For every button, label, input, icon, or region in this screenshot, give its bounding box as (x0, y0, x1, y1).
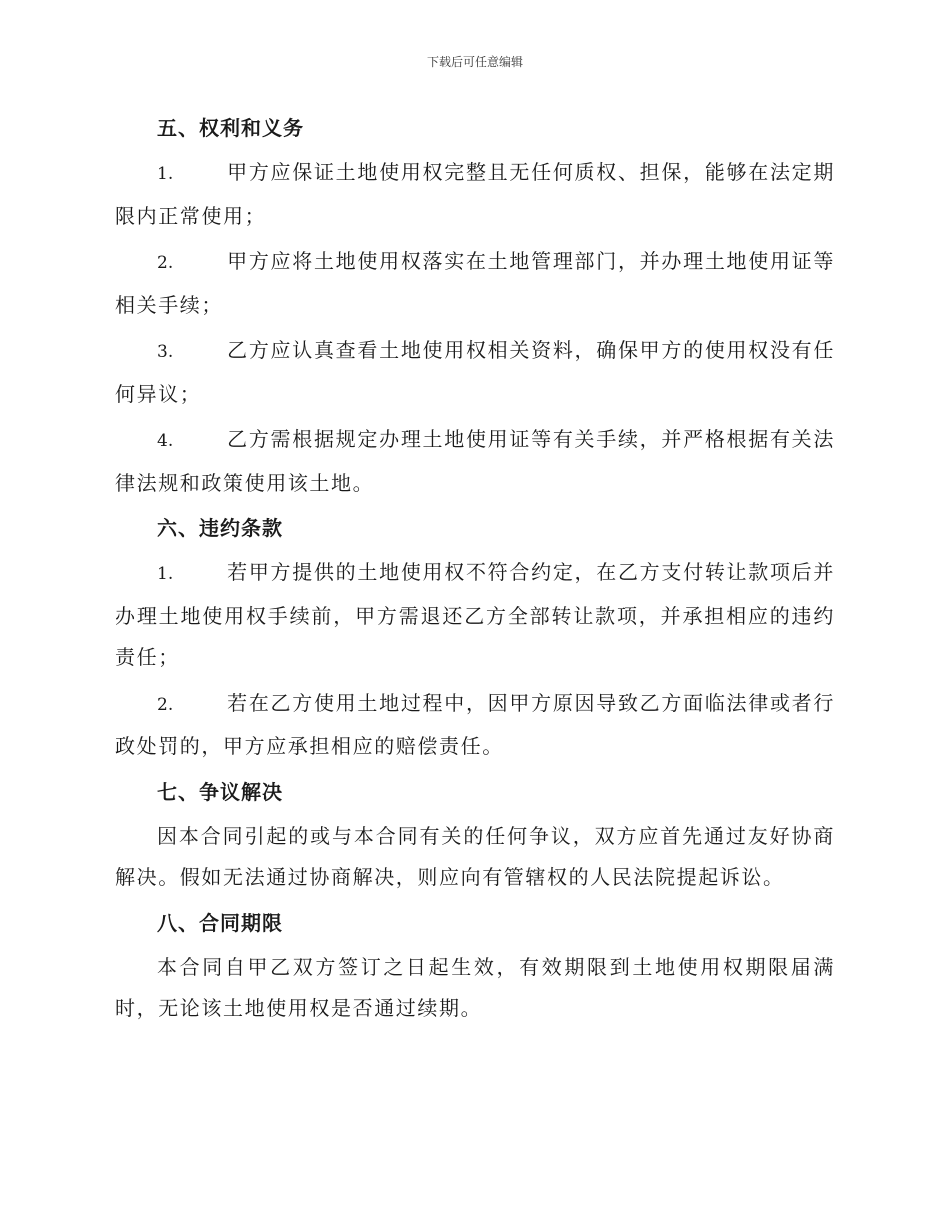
section-heading-rights: 五、权利和义务 (157, 116, 304, 140)
item-text: 若在乙方使用土地过程中，因甲方原因导致乙方面临法律或者行政处罚的，甲方应承担相应的赔偿责任。 (115, 690, 835, 758)
section-heading-breach: 六、违约条款 (157, 516, 283, 540)
item-text: 甲方应保证土地使用权完整且无任何质权、担保，能够在法定期限内正常使用； (115, 160, 835, 228)
item-number: 1. (157, 564, 174, 584)
item-number: 4. (157, 431, 174, 451)
section-paragraph-dispute: 因本合同引起的或与本合同有关的任何争议，双方应首先通过友好协商解决。假如无法通过协商解决，则应向有管辖权的人民法院提起诉讼。 (115, 823, 835, 889)
page-header: 下载后可任意编辑 (426, 55, 523, 69)
item-text: 甲方应将土地使用权落实在土地管理部门，并办理土地使用证等相关手续； (115, 249, 835, 317)
item-number: 2. (157, 694, 174, 715)
list-item (115, 152, 835, 237)
item-number: 1. (157, 164, 174, 184)
list-item (115, 552, 835, 679)
item-number: 3. (157, 342, 174, 362)
item-number: 2. (157, 253, 174, 273)
document-body (115, 108, 835, 1034)
list-item (115, 419, 835, 504)
list-item (115, 683, 835, 768)
list-item (115, 330, 835, 415)
item-text: 乙方需根据规定办理土地使用证等有关手续，并严格根据有关法律法规和政策使用该土地。 (115, 427, 835, 495)
section-heading-dispute: 七、争议解决 (157, 779, 283, 804)
item-text: 若甲方提供的土地使用权不符合约定，在乙方支付转让款项后并办理土地使用权手续前，甲方需退还乙方全部转让款项，并承担相应的违约责任； (115, 560, 835, 669)
section-heading-term: 八、合同期限 (157, 910, 283, 935)
section-paragraph-term: 本合同自甲乙双方签订之日起生效，有效期限到土地使用权期限届满时，无论该土地使用权是否通过续期。 (115, 954, 835, 1020)
item-text: 乙方应认真查看土地使用权相关资料，确保甲方的使用权没有任何异议； (115, 338, 835, 406)
list-item (115, 241, 835, 326)
